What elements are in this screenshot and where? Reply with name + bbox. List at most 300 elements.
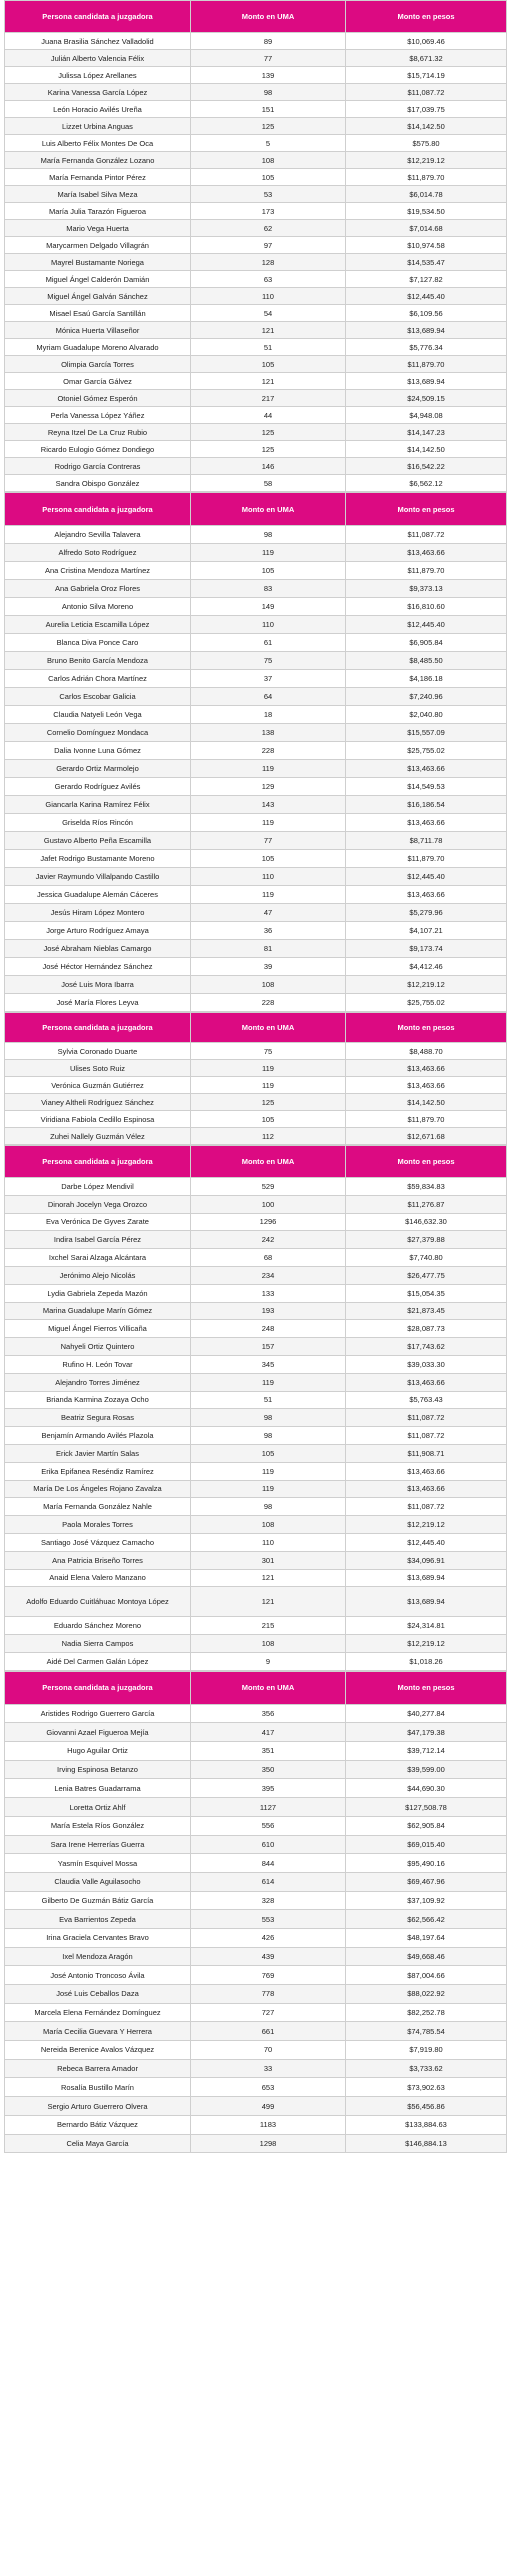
table-row [5, 1816, 507, 1835]
table-row [5, 2115, 507, 2134]
uma-amount: 778 [191, 1985, 346, 2004]
candidate-name: José María Flores Leyva [5, 994, 191, 1012]
table-row [5, 2022, 507, 2041]
uma-table [4, 1145, 507, 1671]
table-row [5, 1249, 507, 1267]
pesos-amount: $24,314.81 [346, 1617, 507, 1635]
table-row [5, 1213, 507, 1231]
table-row [5, 652, 507, 670]
candidate-name: Griselda Ríos Rincón [5, 814, 191, 832]
table-row [5, 940, 507, 958]
pesos-amount: $25,755.02 [346, 742, 507, 760]
table-row [5, 904, 507, 922]
uma-amount: 146 [191, 458, 346, 475]
table-row [5, 742, 507, 760]
table-row [5, 322, 507, 339]
pesos-amount: $16,810.60 [346, 598, 507, 616]
table-row [5, 724, 507, 742]
uma-amount: 614 [191, 1872, 346, 1891]
candidate-name: Claudia Valle Aguilasocho [5, 1872, 191, 1891]
pesos-amount: $39,712.14 [346, 1742, 507, 1761]
candidate-name: Vianey Altheli Rodríguez Sánchez [5, 1094, 191, 1111]
uma-amount: 110 [191, 288, 346, 305]
candidate-name: Eva Verónica De Gyves Zarate [5, 1213, 191, 1231]
table-row [5, 373, 507, 390]
table-row [5, 1569, 507, 1587]
uma-amount: 143 [191, 796, 346, 814]
table-row [5, 670, 507, 688]
uma-amount: 121 [191, 373, 346, 390]
table-row [5, 1635, 507, 1653]
pesos-amount: $5,776.34 [346, 339, 507, 356]
candidate-name: Nadia Sierra Campos [5, 1635, 191, 1653]
pesos-amount: $39,599.00 [346, 1760, 507, 1779]
uma-amount: 215 [191, 1617, 346, 1635]
uma-amount: 105 [191, 169, 346, 186]
uma-amount: 77 [191, 50, 346, 67]
candidate-name: Loretta Ortiz Ahlf [5, 1798, 191, 1817]
candidate-name: Nereida Berenice Avalos Vázquez [5, 2041, 191, 2060]
candidate-name: Aristides Rodrigo Guerrero García [5, 1704, 191, 1723]
pesos-amount: $9,373.13 [346, 580, 507, 598]
uma-amount: 844 [191, 1854, 346, 1873]
candidate-name: Ixchel Sarai Alzaga Alcántara [5, 1249, 191, 1267]
uma-amount: 133 [191, 1284, 346, 1302]
uma-amount: 75 [191, 652, 346, 670]
uma-amount: 105 [191, 562, 346, 580]
pesos-amount: $8,485.50 [346, 652, 507, 670]
uma-amount: 119 [191, 1462, 346, 1480]
uma-amount: 105 [191, 1444, 346, 1462]
table-row [5, 2078, 507, 2097]
table-row [5, 288, 507, 305]
candidate-name: Gilberto De Guzmán Bátiz García [5, 1891, 191, 1910]
table-row [5, 1587, 507, 1617]
uma-amount: 151 [191, 101, 346, 118]
pesos-amount: $13,689.94 [346, 1569, 507, 1587]
uma-amount: 610 [191, 1835, 346, 1854]
table-row [5, 1231, 507, 1249]
pesos-amount: $2,040.80 [346, 706, 507, 724]
uma-amount: 242 [191, 1231, 346, 1249]
uma-amount: 110 [191, 1533, 346, 1551]
table-row [5, 441, 507, 458]
pesos-amount: $7,919.80 [346, 2041, 507, 2060]
uma-amount: 193 [191, 1302, 346, 1320]
table-row [5, 390, 507, 407]
pesos-amount: $62,566.42 [346, 1910, 507, 1929]
pesos-amount: $4,948.08 [346, 407, 507, 424]
pesos-amount: $25,755.02 [346, 994, 507, 1012]
uma-amount: 53 [191, 186, 346, 203]
candidate-name: León Horacio Avilés Ureña [5, 101, 191, 118]
candidate-name: Eduardo Sánchez Moreno [5, 1617, 191, 1635]
pesos-amount: $12,219.12 [346, 1516, 507, 1534]
header-pesos: Monto en pesos [346, 1671, 507, 1704]
header-candidate: Persona candidata a juzgadora [5, 1, 191, 33]
uma-amount: 70 [191, 2041, 346, 2060]
candidate-name: María Julia Tarazón Figueroa [5, 203, 191, 220]
candidate-name: Reyna Itzel De La Cruz Rubio [5, 424, 191, 441]
pesos-amount: $14,142.50 [346, 118, 507, 135]
uma-amount: 1127 [191, 1798, 346, 1817]
table-row [5, 305, 507, 322]
candidate-name: Ulises Soto Ruiz [5, 1060, 191, 1077]
candidate-name: Jorge Arturo Rodríguez Amaya [5, 922, 191, 940]
uma-amount: 39 [191, 958, 346, 976]
candidate-name: Adolfo Eduardo Cuitláhuac Montoya López [5, 1587, 191, 1617]
table-row [5, 1704, 507, 1723]
pesos-amount: $40,277.84 [346, 1704, 507, 1723]
table-row [5, 1462, 507, 1480]
pesos-amount: $10,974.58 [346, 237, 507, 254]
uma-amount: 58 [191, 475, 346, 492]
uma-amount: 119 [191, 1060, 346, 1077]
table-row [5, 101, 507, 118]
pesos-amount: $87,004.66 [346, 1966, 507, 1985]
table-row [5, 1266, 507, 1284]
pesos-amount: $13,689.94 [346, 1587, 507, 1617]
table-row [5, 67, 507, 84]
pesos-amount: $4,186.18 [346, 670, 507, 688]
pesos-amount: $11,276.87 [346, 1195, 507, 1213]
pesos-amount: $6,905.84 [346, 634, 507, 652]
candidate-name: Claudia Natyeli León Vega [5, 706, 191, 724]
candidate-name: Myriam Guadalupe Moreno Alvarado [5, 339, 191, 356]
table-row [5, 850, 507, 868]
table-row [5, 2097, 507, 2116]
table-row [5, 1284, 507, 1302]
pesos-amount: $13,689.94 [346, 322, 507, 339]
table-row [5, 832, 507, 850]
candidate-name: Cornelio Domínguez Mondaca [5, 724, 191, 742]
pesos-amount: $11,879.70 [346, 562, 507, 580]
uma-amount: 37 [191, 670, 346, 688]
pesos-amount: $6,014.78 [346, 186, 507, 203]
uma-amount: 553 [191, 1910, 346, 1929]
pesos-amount: $127,508.78 [346, 1798, 507, 1817]
candidate-name: Rufino H. León Tovar [5, 1355, 191, 1373]
table-row [5, 169, 507, 186]
table-row [5, 1872, 507, 1891]
candidate-name: Misael Esaú García Santillán [5, 305, 191, 322]
candidate-name: Omar García Gálvez [5, 373, 191, 390]
candidate-name: Hugo Aguilar Ortiz [5, 1742, 191, 1761]
candidate-name: Lydia Gabriela Zepeda Mazón [5, 1284, 191, 1302]
candidate-name: Ana Cristina Mendoza Martínez [5, 562, 191, 580]
uma-amount: 5 [191, 135, 346, 152]
uma-amount: 108 [191, 152, 346, 169]
pesos-amount: $6,109.56 [346, 305, 507, 322]
pesos-amount: $48,197.64 [346, 1928, 507, 1947]
table-row [5, 1077, 507, 1094]
candidate-name: Nahyeli Ortiz Quintero [5, 1338, 191, 1356]
table-row [5, 1043, 507, 1060]
uma-amount: 108 [191, 1635, 346, 1653]
candidate-name: Irving Espinosa Betanzo [5, 1760, 191, 1779]
pesos-amount: $12,671.68 [346, 1128, 507, 1145]
header-uma: Monto en UMA [191, 493, 346, 526]
candidate-name: Bruno Benito García Mendoza [5, 652, 191, 670]
table-row [5, 1928, 507, 1947]
candidate-name: Julián Alberto Valencia Félix [5, 50, 191, 67]
pesos-amount: $82,252.78 [346, 2003, 507, 2022]
uma-amount: 1183 [191, 2115, 346, 2134]
table-row [5, 526, 507, 544]
candidate-name: Ricardo Eulogio Gómez Dondiego [5, 441, 191, 458]
table-row [5, 1302, 507, 1320]
pesos-amount: $95,490.16 [346, 1854, 507, 1873]
pesos-amount: $12,219.12 [346, 976, 507, 994]
table-header-row [5, 1146, 507, 1178]
pesos-amount: $11,087.72 [346, 84, 507, 101]
header-candidate: Persona candidata a juzgadora [5, 493, 191, 526]
pesos-amount: $5,763.43 [346, 1391, 507, 1409]
candidate-name: Karina Vanessa García López [5, 84, 191, 101]
table-row [5, 1338, 507, 1356]
uma-amount: 1296 [191, 1213, 346, 1231]
pesos-amount: $74,785.54 [346, 2022, 507, 2041]
candidate-name: Ixel Mendoza Aragón [5, 1947, 191, 1966]
table-row [5, 1742, 507, 1761]
table-row [5, 1910, 507, 1929]
candidate-name: Rosalía Bustillo Marín [5, 2078, 191, 2097]
pesos-amount: $73,902.63 [346, 2078, 507, 2097]
candidate-name: Alejandro Torres Jiménez [5, 1373, 191, 1391]
candidate-name: Bernardo Bátiz Vázquez [5, 2115, 191, 2134]
candidate-name: Gerardo Ortiz Marmolejo [5, 760, 191, 778]
pesos-amount: $14,535.47 [346, 254, 507, 271]
table-row [5, 2059, 507, 2078]
uma-amount: 351 [191, 1742, 346, 1761]
pesos-amount: $13,463.66 [346, 886, 507, 904]
header-pesos: Monto en pesos [346, 1013, 507, 1043]
uma-amount: 119 [191, 1373, 346, 1391]
candidate-name: Aidé Del Carmen Galán López [5, 1652, 191, 1670]
uma-amount: 228 [191, 742, 346, 760]
table-row [5, 1516, 507, 1534]
header-uma: Monto en UMA [191, 1, 346, 33]
candidate-name: Olimpia García Torres [5, 356, 191, 373]
uma-amount: 61 [191, 634, 346, 652]
table-row [5, 424, 507, 441]
uma-table [4, 492, 507, 1012]
table-row [5, 1779, 507, 1798]
table-row [5, 1111, 507, 1128]
uma-amount: 149 [191, 598, 346, 616]
pesos-amount: $13,463.66 [346, 814, 507, 832]
pesos-amount: $13,463.66 [346, 544, 507, 562]
candidate-name: Lizzet Urbina Anguas [5, 118, 191, 135]
candidate-name: Santiago José Vázquez Camacho [5, 1533, 191, 1551]
uma-amount: 119 [191, 814, 346, 832]
uma-amount: 499 [191, 2097, 346, 2116]
pesos-amount: $1,018.26 [346, 1652, 507, 1670]
candidate-name: José Antonio Troncoso Ávila [5, 1966, 191, 1985]
table-row [5, 33, 507, 50]
uma-table [4, 1671, 507, 2154]
pesos-amount: $69,015.40 [346, 1835, 507, 1854]
table-row [5, 1094, 507, 1111]
pesos-amount: $575.80 [346, 135, 507, 152]
pesos-amount: $12,445.40 [346, 1533, 507, 1551]
candidate-name: Benjamín Armando Avilés Plazola [5, 1427, 191, 1445]
candidate-name: Darbe López Mendivil [5, 1178, 191, 1196]
pesos-amount: $11,087.72 [346, 526, 507, 544]
table-row [5, 688, 507, 706]
table-row [5, 1060, 507, 1077]
uma-amount: 98 [191, 1427, 346, 1445]
table-row [5, 1128, 507, 1145]
uma-amount: 426 [191, 1928, 346, 1947]
table-row [5, 50, 507, 67]
candidate-name: Jesús Hiram López Montero [5, 904, 191, 922]
candidate-name: Blanca Diva Ponce Caro [5, 634, 191, 652]
header-pesos: Monto en pesos [346, 493, 507, 526]
candidate-name: Rebeca Barrera Amador [5, 2059, 191, 2078]
pesos-amount: $39,033.30 [346, 1355, 507, 1373]
uma-amount: 1298 [191, 2134, 346, 2153]
table-row [5, 1617, 507, 1635]
table-row [5, 152, 507, 169]
candidate-name: Marcela Elena Fernández Domínguez [5, 2003, 191, 2022]
uma-amount: 139 [191, 67, 346, 84]
candidate-name: María Fernanda González Nahle [5, 1498, 191, 1516]
table-row [5, 634, 507, 652]
pesos-amount: $15,714.19 [346, 67, 507, 84]
candidate-name: José Luis Mora Ibarra [5, 976, 191, 994]
pesos-amount: $24,509.15 [346, 390, 507, 407]
candidate-name: Erika Epifanea Reséndiz Ramírez [5, 1462, 191, 1480]
candidate-name: Sylvia Coronado Duarte [5, 1043, 191, 1060]
table-row [5, 922, 507, 940]
uma-amount: 62 [191, 220, 346, 237]
candidate-name: Ana Patricia Briseño Torres [5, 1551, 191, 1569]
candidate-name: Mónica Huerta Villaseñor [5, 322, 191, 339]
table-row [5, 886, 507, 904]
pesos-amount: $59,834.83 [346, 1178, 507, 1196]
pesos-amount: $21,873.45 [346, 1302, 507, 1320]
table-row [5, 580, 507, 598]
pesos-amount: $6,562.12 [346, 475, 507, 492]
table-row [5, 135, 507, 152]
pesos-amount: $14,142.50 [346, 441, 507, 458]
table-row [5, 706, 507, 724]
uma-amount: 173 [191, 203, 346, 220]
uma-amount: 77 [191, 832, 346, 850]
table-row [5, 1966, 507, 1985]
table-row [5, 458, 507, 475]
table-header-row [5, 493, 507, 526]
pesos-amount: $37,109.92 [346, 1891, 507, 1910]
pesos-amount: $11,087.72 [346, 1498, 507, 1516]
header-uma: Monto en UMA [191, 1013, 346, 1043]
header-pesos: Monto en pesos [346, 1146, 507, 1178]
candidate-name: Jessica Guadalupe Alemán Cáceres [5, 886, 191, 904]
header-candidate: Persona candidata a juzgadora [5, 1671, 191, 1704]
candidate-name: Ana Gabriela Oroz Flores [5, 580, 191, 598]
uma-table [4, 1012, 507, 1145]
uma-amount: 301 [191, 1551, 346, 1569]
pesos-amount: $56,456.86 [346, 2097, 507, 2116]
pesos-amount: $13,463.66 [346, 1077, 507, 1094]
uma-amount: 110 [191, 616, 346, 634]
header-candidate: Persona candidata a juzgadora [5, 1146, 191, 1178]
candidate-name: Sandra Obispo González [5, 475, 191, 492]
uma-amount: 108 [191, 1516, 346, 1534]
candidate-name: Juana Brasilia Sánchez Valladolid [5, 33, 191, 50]
uma-amount: 33 [191, 2059, 346, 2078]
pesos-amount: $11,879.70 [346, 356, 507, 373]
candidate-name: Luis Alberto Félix Montes De Oca [5, 135, 191, 152]
table-row [5, 203, 507, 220]
pesos-amount: $17,743.62 [346, 1338, 507, 1356]
pesos-amount: $146,884.13 [346, 2134, 507, 2153]
uma-amount: 138 [191, 724, 346, 742]
candidate-name: Verónica Guzmán Gutiérrez [5, 1077, 191, 1094]
uma-amount: 350 [191, 1760, 346, 1779]
candidate-name: Mayrel Bustamante Noriega [5, 254, 191, 271]
pesos-amount: $11,879.70 [346, 850, 507, 868]
uma-amount: 83 [191, 580, 346, 598]
table-row [5, 1798, 507, 1817]
uma-amount: 653 [191, 2078, 346, 2097]
pesos-amount: $8,488.70 [346, 1043, 507, 1060]
table-row [5, 760, 507, 778]
pesos-amount: $8,711.78 [346, 832, 507, 850]
uma-amount: 121 [191, 1587, 346, 1617]
uma-amount: 81 [191, 940, 346, 958]
uma-amount: 112 [191, 1128, 346, 1145]
pesos-amount: $17,039.75 [346, 101, 507, 118]
uma-amount: 328 [191, 1891, 346, 1910]
pesos-amount: $14,549.53 [346, 778, 507, 796]
pesos-amount: $12,445.40 [346, 616, 507, 634]
pesos-amount: $4,412.46 [346, 958, 507, 976]
pesos-amount: $14,142.50 [346, 1094, 507, 1111]
table-row [5, 2134, 507, 2153]
table-row [5, 976, 507, 994]
candidate-name: Jafet Rodrigo Bustamante Moreno [5, 850, 191, 868]
table-header-row [5, 1, 507, 33]
uma-amount: 125 [191, 424, 346, 441]
pesos-amount: $9,173.74 [346, 940, 507, 958]
table-row [5, 1551, 507, 1569]
pesos-amount: $13,463.66 [346, 1060, 507, 1077]
pesos-amount: $49,668.46 [346, 1947, 507, 1966]
table-row [5, 1854, 507, 1873]
candidate-name: Julissa López Arellanes [5, 67, 191, 84]
table-row [5, 1444, 507, 1462]
table-row [5, 616, 507, 634]
candidate-name: Alejandro Sevilla Talavera [5, 526, 191, 544]
uma-amount: 68 [191, 1249, 346, 1267]
table-row [5, 814, 507, 832]
candidate-name: María Fernanda Pintor Pérez [5, 169, 191, 186]
table-row [5, 958, 507, 976]
candidate-name: Dalia Ivonne Luna Gómez [5, 742, 191, 760]
uma-amount: 100 [191, 1195, 346, 1213]
pesos-amount: $15,054.35 [346, 1284, 507, 1302]
uma-amount: 345 [191, 1355, 346, 1373]
candidate-name: Indira Isabel García Pérez [5, 1231, 191, 1249]
candidate-name: Celia Maya García [5, 2134, 191, 2153]
uma-amount: 356 [191, 1704, 346, 1723]
table-row [5, 1320, 507, 1338]
table-row [5, 1891, 507, 1910]
candidate-name: Brianda Karmina Zozaya Ocho [5, 1391, 191, 1409]
uma-amount: 98 [191, 1409, 346, 1427]
